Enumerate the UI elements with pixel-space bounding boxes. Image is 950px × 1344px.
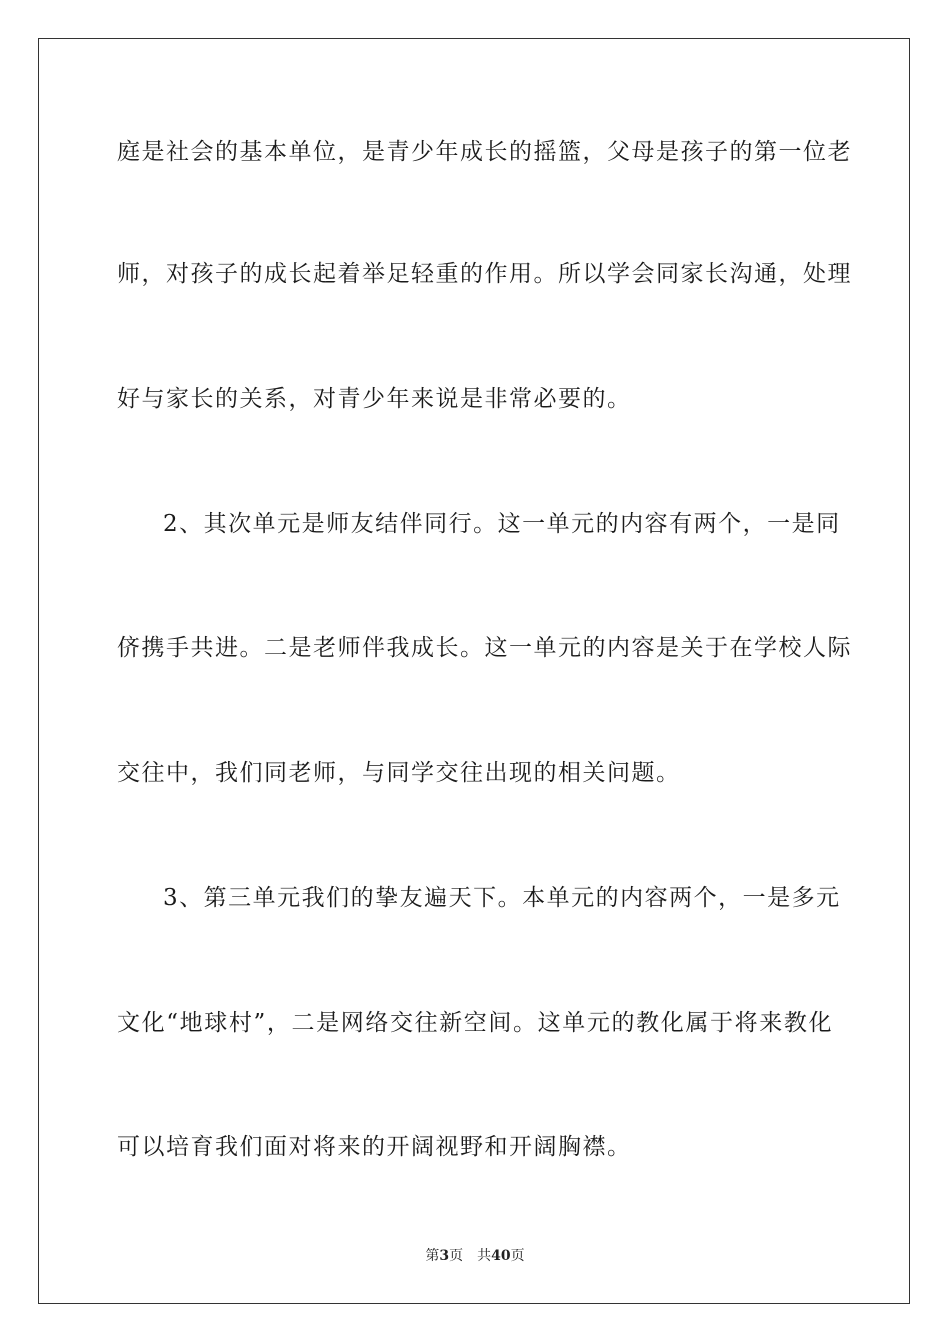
text-line: 师，对孩子的成长起着举足轻重的作用。所以学会同家长沟通，处理	[117, 261, 852, 287]
text-line: 侪携手共进。二是老师伴我成长。这一单元的内容是关于在学校人际	[117, 635, 852, 661]
text-line: 文化“地球村”，二是网络交往新空间。这单元的教化属于将来教化	[117, 1010, 833, 1036]
page-total: 共40页	[477, 1248, 525, 1264]
text-line: 交往中，我们同老师，与同学交往出现的相关问题。	[117, 760, 681, 786]
text-line: 3、第三单元我们的挚友遍天下。本单元的内容两个，一是多元	[163, 885, 841, 911]
text-line: 庭是社会的基本单位，是青少年成长的摇篮，父母是孩子的第一位老	[117, 139, 852, 165]
text-line: 可以培育我们面对将来的开阔视野和开阔胸襟。	[117, 1134, 632, 1160]
page-border	[38, 38, 910, 1304]
text-line: 2、其次单元是师友结伴同行。这一单元的内容有两个，一是同	[163, 511, 841, 537]
text-line: 好与家长的关系，对青少年来说是非常必要的。	[117, 386, 632, 412]
page-number: 第3页	[425, 1248, 464, 1264]
page-footer	[0, 1246, 950, 1266]
